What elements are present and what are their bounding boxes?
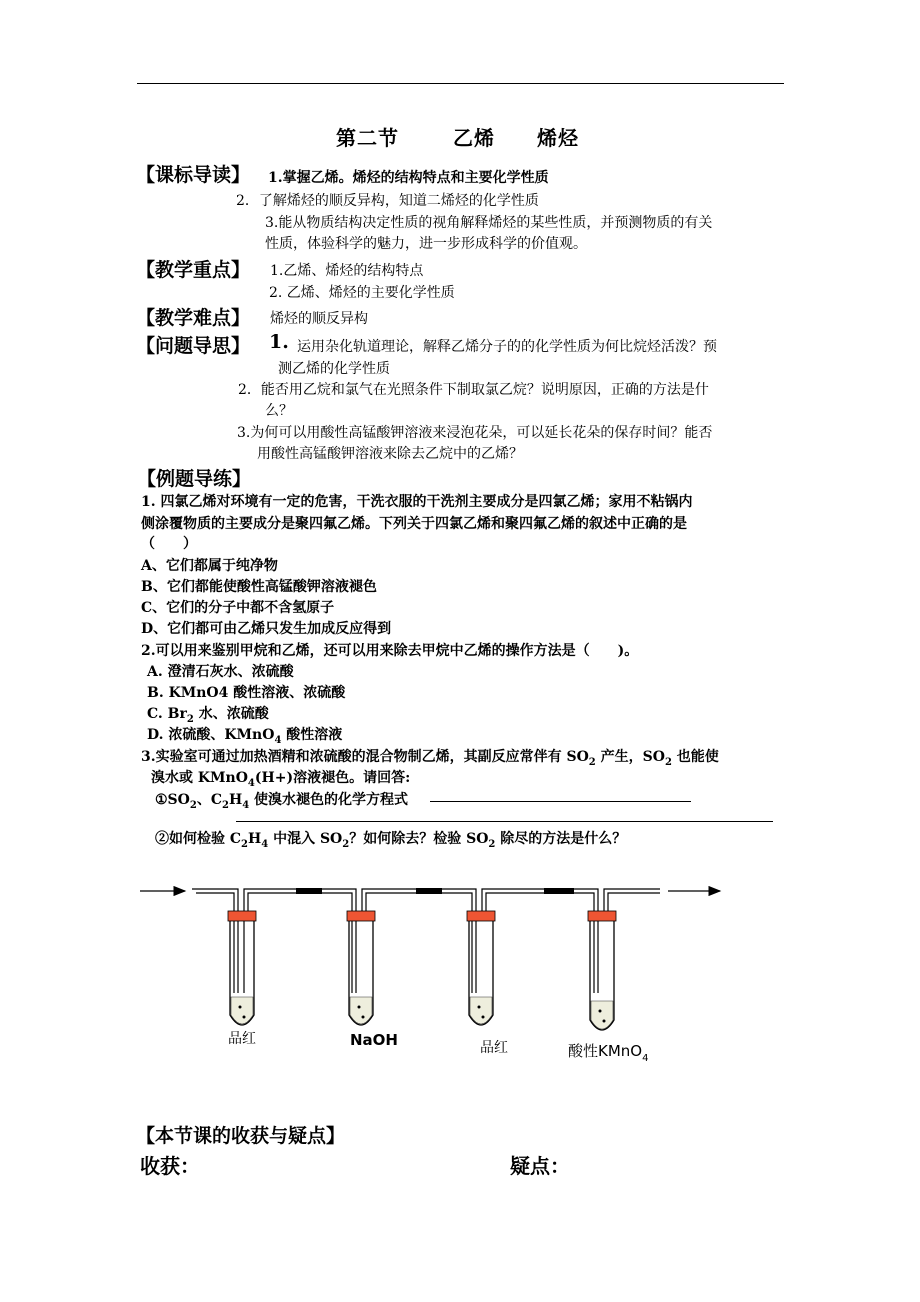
- q1-blank: （ ）: [141, 536, 197, 552]
- top-rule: [137, 83, 784, 84]
- wenti-q3-line-1: 3.为何可以用酸性高锰酸钾溶液来浸泡花朵，可以延长花朵的保存时间？能否: [237, 425, 713, 441]
- q1-line-1: 1. 四氯乙烯对环境有一定的危害，干洗衣服的干洗剂主要成分是四氯乙烯；家用不粘锅内: [141, 494, 693, 510]
- kebiao-line-4: 性质，体验科学的魅力，进一步形成科学的价值观。: [265, 236, 587, 252]
- q3-sub-2: ②如何检验 $C_2H_4$ 中混入 $SO_2$？如何除去？检验 $SO_2$ 除尽的方法是什么？: [155, 831, 627, 850]
- rubber-joint: [416, 888, 442, 894]
- shouhuo-label: 收获：: [140, 1154, 200, 1178]
- zhongdian-heading: 【教学重点】: [136, 259, 251, 281]
- summary-heading: 【本节课的收获与疑点】: [136, 1125, 346, 1147]
- q3-line-2: 溴水或 KMnO$_4$(H+)溶液褪色。请回答:: [151, 770, 411, 789]
- q1-option-d: D、它们都可由乙烯只发生加成反应得到: [141, 621, 392, 637]
- kebiao-heading: 【课标导读】: [136, 164, 251, 186]
- wenti-q2-line-2: 么？: [265, 403, 293, 419]
- answer-line-2[interactable]: [236, 821, 773, 822]
- q1-option-c: C、它们的分子中都不含氢原子: [141, 600, 335, 616]
- liti-heading: 【例题导练】: [137, 468, 252, 490]
- answer-line-1[interactable]: [430, 801, 691, 802]
- wenti-q3-line-2: 用酸性高锰酸钾溶液来除去乙烷中的乙烯？: [257, 446, 523, 462]
- yidian-label: 疑点：: [510, 1154, 570, 1178]
- rubber-joint: [544, 888, 574, 894]
- liquids: [231, 997, 613, 1029]
- kebiao-line-3: 3.能从物质结构决定性质的视角解释烯烃的某些性质，并预测物质的有关: [265, 215, 713, 231]
- q3-line-1: 3.实验室可通过加热酒精和浓硫酸的混合物制乙烯，其副反应常伴有 $SO_2$ 产生，$SO_2$ 也能使: [141, 749, 719, 768]
- wenti-q1-line-1: 运用杂化轨道理论，解释乙烯分子的的化学性质为何比烷烃活泼？预: [297, 339, 717, 355]
- wenti-heading: 【问题导思】: [136, 335, 251, 357]
- test-tubes: [230, 915, 614, 1030]
- q2-option-b: B. KMnO4 酸性溶液、浓硫酸: [147, 685, 346, 701]
- wenti-q2-line-1: 2．能否用乙烷和氯气在光照条件下制取氯乙烷？说明原因，正确的方法是什: [238, 382, 709, 398]
- wenti-num-1: 1.: [269, 331, 289, 353]
- q2-stem: 2.可以用来鉴别甲烷和乙烯，还可以用来除去甲烷中乙烯的操作方法是（ )。: [141, 643, 639, 659]
- q3-sub-1: $①SO_2$、$C_2H_4$ 使溴水褪色的化学方程式: [155, 792, 409, 811]
- q1-line-2: 侧涂覆物质的主要成分是聚四氟乙烯。下列关于四氯乙烯和聚四氟乙烯的叙述中正确的是: [141, 516, 687, 532]
- q2-option-a: A. 澄清石灰水、浓硫酸: [147, 664, 294, 680]
- zhongdian-line-2: 2. 乙烯、烯烃的主要化学性质: [269, 285, 455, 301]
- gas-washing-apparatus: [130, 875, 730, 1070]
- q1-option-a: A、它们都属于纯净物: [141, 558, 278, 574]
- nandian-heading: 【教学难点】: [136, 307, 251, 329]
- rubber-joint: [296, 888, 322, 894]
- tube-label-4: 酸性KMnO$_4$: [568, 1042, 649, 1064]
- zhongdian-line-1: 1.乙烯、烯烃的结构特点: [270, 263, 424, 279]
- q2-option-c: C. $Br_2$ 水、浓硫酸: [147, 706, 269, 725]
- wenti-q1-line-2: 测乙烯的化学性质: [278, 361, 390, 377]
- page-title: 第二节 乙烯 烯烃: [336, 126, 579, 150]
- tube-label-3: 品红: [480, 1040, 508, 1056]
- tube-label-1: 品红: [228, 1031, 256, 1047]
- stoppers: [228, 911, 616, 921]
- kebiao-line-1: 1.掌握乙烯。烯烃的结构特点和主要化学性质: [268, 170, 549, 186]
- kebiao-line-2: 2．了解烯烃的顺反异构，知道二烯烃的化学性质: [236, 193, 539, 209]
- tube-label-2: NaOH: [350, 1031, 398, 1049]
- q2-option-d: D. 浓硫酸、KMnO$_4$ 酸性溶液: [147, 727, 343, 746]
- nandian-line-1: 烯烃的顺反异构: [270, 311, 368, 327]
- q1-option-b: B、它们都能使酸性高锰酸钾溶液褪色: [141, 579, 377, 595]
